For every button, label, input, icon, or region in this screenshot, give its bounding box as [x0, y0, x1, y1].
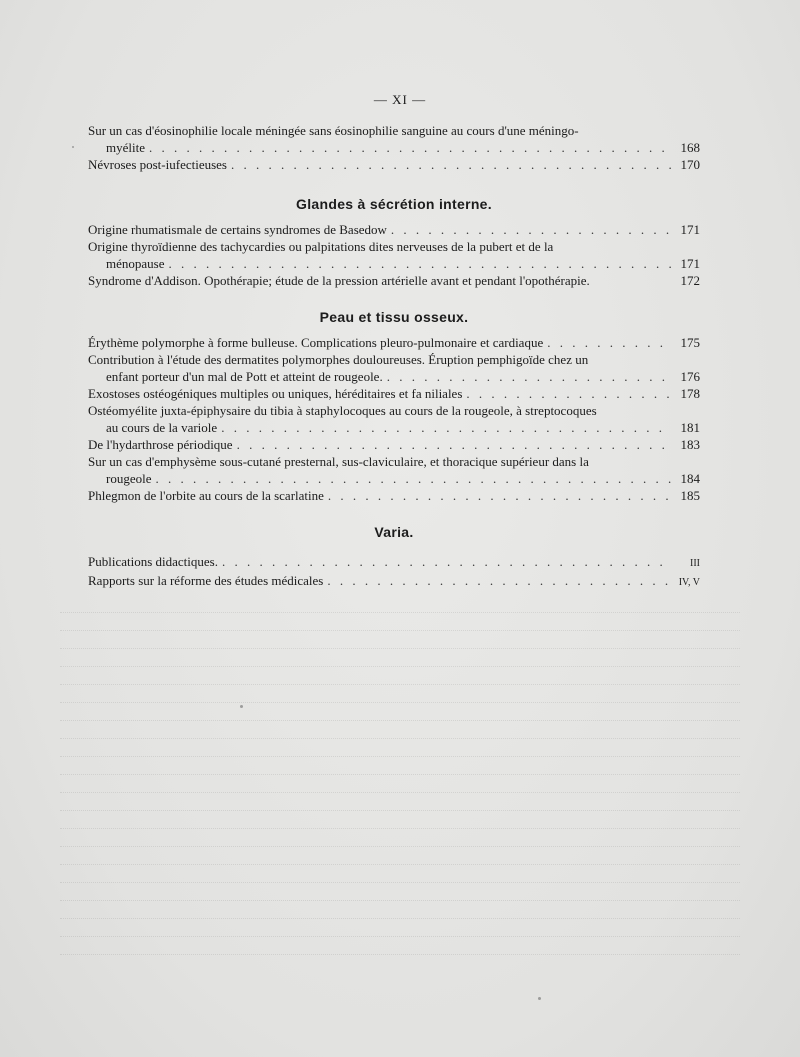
entry-text-line: Publications didactiques. — [88, 554, 218, 569]
page-number: 185 — [680, 488, 700, 503]
page-number: 175 — [680, 335, 700, 350]
entry-text-line: Origine rhumatismale de certains syndromes de Basedow — [88, 222, 387, 237]
dot-leader — [149, 139, 672, 156]
entry-text-line: Syndrome d'Addison. Opothérapie; étude de la pression artérielle avant et pendant l'opothérapie. — [88, 273, 590, 288]
entry-text-line: myélite — [106, 140, 145, 155]
page-number: 170 — [680, 157, 700, 172]
toc-entry — [88, 221, 700, 238]
page-folio: — XI — — [373, 92, 427, 107]
page-number: 181 — [680, 420, 700, 435]
section-heading: Varia. — [374, 524, 414, 540]
entry-text-line: Sur un cas d'éosinophilie locale méningée sans éosinophilie sanguine au cours d'une méningo- — [88, 123, 579, 138]
dot-leader — [547, 334, 672, 351]
page-number: 172 — [680, 273, 700, 288]
toc-entry — [88, 238, 700, 272]
toc-entry — [88, 572, 700, 591]
page-number: 171 — [680, 222, 700, 237]
dot-leader — [221, 419, 672, 436]
entry-text-line: enfant porteur d'un mal de Pott et atteint de rougeole. — [106, 369, 383, 384]
paper-speck — [72, 146, 74, 148]
toc-entry — [88, 487, 700, 504]
entry-text-line: Sur un cas d'emphysème sous-cutané presternal, sus-claviculaire, et thoracique supérieur dans la — [88, 454, 589, 469]
dot-leader — [466, 385, 672, 402]
page-number: IV, V — [678, 577, 700, 588]
page-number: III — [690, 558, 700, 569]
table-of-contents — [88, 122, 700, 591]
toc-entry — [88, 385, 700, 402]
page-number: 183 — [680, 437, 700, 452]
page-number: 176 — [680, 369, 700, 384]
entry-text-line: De l'hydarthrose périodique — [88, 437, 233, 452]
page-number: 171 — [680, 256, 700, 271]
entry-text-line: Érythème polymorphe à forme bulleuse. Complications pleuro-pulmonaire et cardiaque — [88, 335, 544, 350]
entry-text-line: Rapports sur la réforme des études médicales — [88, 573, 324, 588]
page-number: 184 — [680, 471, 700, 486]
dot-leader — [237, 436, 672, 453]
section-heading: Glandes à sécrétion interne. — [296, 196, 492, 212]
dot-leader — [327, 572, 672, 589]
page-number: 168 — [680, 140, 700, 155]
dot-leader — [328, 487, 672, 504]
toc-entry — [88, 453, 700, 487]
dot-leader — [231, 156, 672, 173]
entry-text-line: Phlegmon de l'orbite au cours de la scarlatine — [88, 488, 324, 503]
entry-text-line: rougeole — [106, 471, 152, 486]
entry-text-line: Origine thyroïdienne des tachycardies ou palpitations dites nerveuses de la pubert et de la — [88, 239, 554, 254]
dot-leader — [155, 470, 672, 487]
dot-leader — [387, 368, 672, 385]
toc-entry — [88, 272, 700, 289]
toc-entry — [88, 334, 700, 351]
entry-text-line: Contribution à l'étude des dermatites polymorphes douloureuses. Éruption pemphigoïde chez un — [88, 352, 589, 367]
dot-leader — [391, 221, 672, 238]
entry-text-line: Exostoses ostéogéniques multiples ou uniques, héréditaires et fa niliales — [88, 386, 463, 401]
dot-leader — [168, 255, 672, 272]
paper-speck — [538, 997, 541, 1000]
toc-entry — [88, 351, 700, 385]
bleed-through-text — [60, 595, 740, 995]
toc-entry — [88, 402, 700, 436]
dot-leader — [222, 553, 672, 570]
entry-text-line: Ostéomyélite juxta-épiphysaire du tibia à staphylocoques au cours de la rougeole, à streptocoques — [88, 403, 597, 418]
toc-entry — [88, 122, 700, 156]
page-number: 178 — [680, 386, 700, 401]
entry-text-line: ménopause — [106, 256, 165, 271]
toc-entry — [88, 553, 700, 572]
toc-entry — [88, 156, 700, 173]
entry-text-line: Névroses post-iufectieuses — [88, 157, 227, 172]
section-heading: Peau et tissu osseux. — [319, 309, 469, 325]
toc-entry — [88, 436, 700, 453]
paper-speck — [240, 705, 243, 708]
entry-text-line: au cours de la variole — [106, 420, 218, 435]
